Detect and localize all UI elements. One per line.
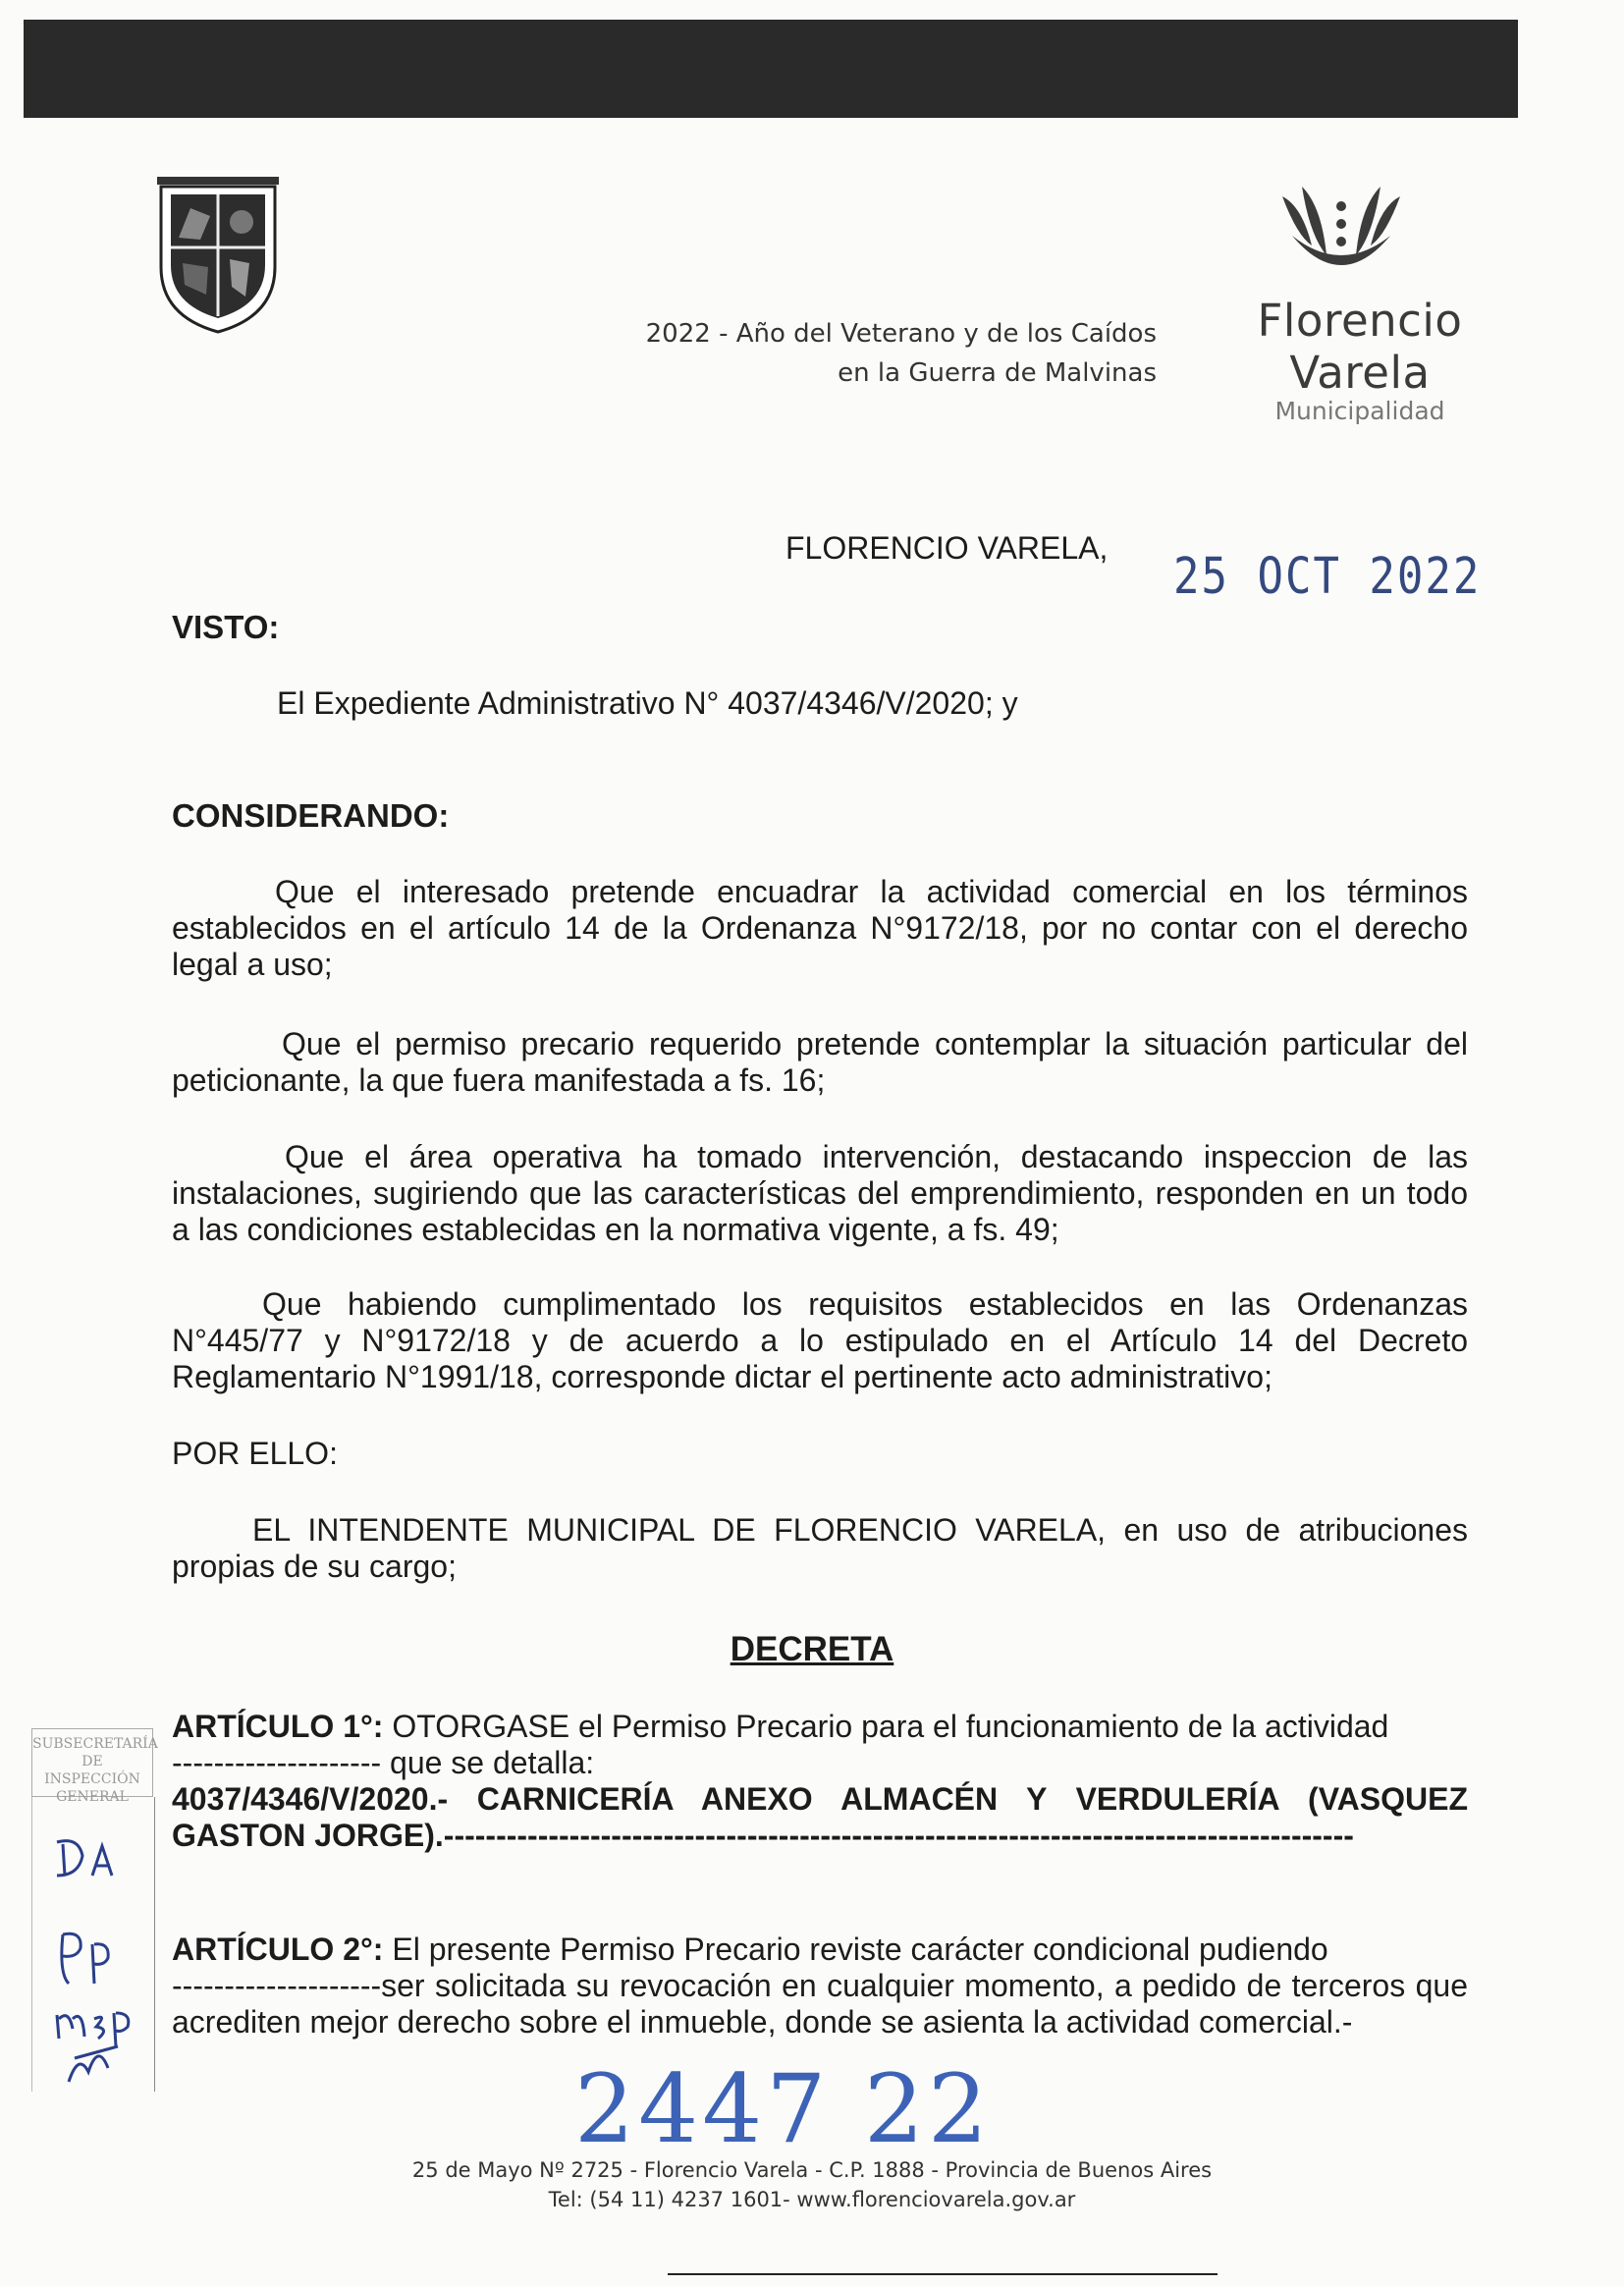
footer [0,2155,1624,2214]
considerando-label: CONSIDERANDO: [172,797,450,834]
articulo-1-detail: 4037/4346/V/2020.- CARNICERÍA ANEXO ALMACÉN Y VERDULERÍA (VASQUEZ GASTON JORGE).--------------------------------------------------------------------------------------- [172,1781,1468,1853]
intendente-paragraph: EL INTENDENTE MUNICIPAL DE FLORENCIO VARELA, en uso de atribuciones propias de su cargo; [172,1512,1468,1584]
articulo-1 [172,1709,1468,1854]
considerando-paragraph-1: Que el interesado pretende encuadrar la actividad comercial en los términos establecidos en el artículo 14 de la Ordenanza N°9172/18, por no contar con el derecho legal a uso; [172,874,1468,982]
articulo-1-line-2: -------------------- que se detalla: [172,1745,595,1780]
footer-address: 25 de Mayo Nº 2725 - Florencio Varela - C.P. 1888 - Provincia de Buenos Aires [411,2158,1213,2182]
margin-stamp-line-2: DE INSPECCIÓN [44,1754,140,1787]
florencio-varela-logo-icon [1272,177,1410,275]
articulo-2-rest: --------------------ser solicitada su revocación en cualquier momento, a pedido de terceros que acrediten mejor derecho sobre el inmueble, donde se asienta la actividad comercial.- [172,1968,1468,2040]
articulo-1-line-1 [172,1709,1468,1745]
visto-text: El Expediente Administrativo N° 4037/4346/V/2020; y [277,685,1018,721]
considerando-paragraph-4: Que habiendo cumplimentado los requisitos establecidos en las Ordenanzas N°445/77 y N°9172/18 y de acuerdo a lo estipulado en el Artículo 14 del Decreto Reglamentario N°1991/18, corresponde dictar el pertinente acto administrativo; [172,1286,1468,1394]
considerando-paragraph-3: Que el área operativa ha tomado intervención, destacando inspeccion de las instalaciones, sugiriendo que las características del emprendimiento, responden en un todo a las condiciones establecidas en la normativa vigente, a fs. 49; [172,1139,1468,1247]
por-ello: POR ELLO: [172,1436,338,1471]
articulo-1-label: ARTÍCULO 1°: [172,1709,384,1744]
year-motto [646,314,1157,393]
year-motto-line-2: en la Guerra de Malvinas [838,358,1157,388]
decree-number-stamp: 2447 22 [574,2054,992,2164]
decreta-heading: DECRETA [730,1630,894,1668]
handwritten-initials-icon [49,1836,157,2092]
articulo-1-text: OTORGASE el Permiso Precario para el funcionamiento de la actividad [392,1709,1389,1744]
brand-name: Florencio Varela [1257,295,1463,399]
scan-top-bar [24,20,1518,118]
date-stamp: 25 OCT 2022 [1173,548,1482,606]
articulo-2-text: El presente Permiso Precario reviste carácter condicional pudiendo [392,1932,1328,1967]
footer-contact: Tel: (54 11) 4237 1601- www.florenciovarela.gov.ar [548,2188,1076,2211]
bottom-rule [668,2273,1218,2275]
articulo-2 [172,1932,1468,2041]
articulo-2-line-1 [172,1932,1468,1968]
brand-subtitle: Municipalidad [1274,397,1445,425]
brand-block [1193,295,1527,425]
margin-stamp-line-1: SUBSECRETARÍA [32,1736,158,1752]
considerando-paragraph-2: Que el permiso precario requerido pretende contemplar la situación particular del peticionante, la que fuera manifestada a fs. 16; [172,1026,1468,1098]
date-place: FLORENCIO VARELA, [785,530,1109,566]
articulo-2-label: ARTÍCULO 2°: [172,1932,384,1967]
year-motto-line-1: 2022 - Año del Veterano y de los Caídos [645,319,1157,349]
margin-stamp-line-3: GENERAL [56,1789,129,1805]
visto-label: VISTO: [172,609,280,645]
margin-stamp [31,1728,158,1805]
municipal-crest-icon [151,169,285,336]
